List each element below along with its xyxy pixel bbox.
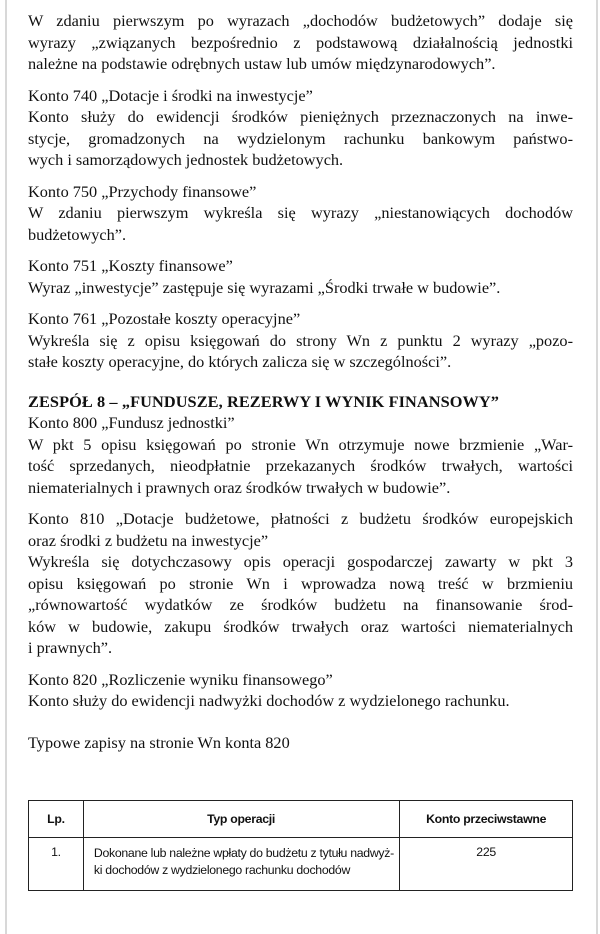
konto-750-title: Konto 750 „Przychody finansowe” (28, 181, 257, 201)
header-lp: Lp. (29, 801, 84, 838)
page-edge-right (596, 0, 598, 934)
header-konto-przeciwstawne: Konto przeciwstawne (400, 801, 573, 838)
konto-761-section (28, 308, 573, 373)
operations-table (28, 800, 573, 891)
konto-810-title-cont: oraz środki z budżetu na inwestycje” (28, 530, 269, 550)
text-line: Konto służy do ewidencji środków pieniężnych przeznaczonych na inwe- (28, 107, 573, 126)
text-line: wych i samorządowych jednostek budżetowych. (28, 150, 344, 169)
cell-text-line: ki dochodów z wydzielonego rachunku dochodów (93, 863, 351, 877)
intro-paragraph (28, 10, 573, 75)
text-line: wyrazy „związanych bezpośrednio z podstawową działalnością jednostki (28, 32, 573, 52)
text-line: „równowartość wydatków ze środków budżetu na finansowanie środ- (28, 595, 573, 614)
cell-lp: 1. (29, 838, 84, 891)
konto-820-title: Konto 820 „Rozliczenie wyniku finansowego” (28, 669, 333, 689)
text-line: Wyraz „inwestycje” zastępuje się wyrazami „Środki trwałe w budowie”. (28, 277, 501, 297)
text-line: niematerialnych i prawnych oraz środków trwałych w budowie”. (28, 477, 451, 497)
cell-konto: 225 (400, 838, 573, 891)
text-line: stycje, gromadzonych na wydzielonym rachunku bankowym państwo- (28, 128, 573, 148)
section-heading: ZESPÓŁ 8 – „FUNDUSZE, REZERWY I WYNIK FINANSOWY” (28, 391, 500, 411)
text-line: opisu księgowań po stronie Wn i wprowadza nową treść w brzmieniu (28, 573, 573, 593)
cell-text-line: Dokonane lub należne wpłaty do budżetu z tytułu nadwyż- (93, 846, 394, 860)
konto-751-title: Konto 751 „Koszty finansowe” (28, 256, 233, 275)
text-line: Konto służy do ewidencji nadwyżki dochodów z wydzielonego rachunku. (28, 691, 510, 710)
konto-761-title: Konto 761 „Pozostałe koszty operacyjne” (28, 309, 301, 328)
text-line: stałe koszty operacyjne, do których zalicza się w szczególności”. (28, 352, 452, 371)
text-line: i prawnych”. (28, 638, 113, 657)
text-line: tość sprzedanych, nieodpłatnie przekazanych środków trwałych, wartości (28, 456, 573, 475)
konto-740-title: Konto 740 „Dotacje i środki na inwestycje” (28, 85, 313, 105)
table-header-row (29, 801, 573, 838)
table-caption (28, 732, 573, 754)
text-line: W zdaniu pierwszym po wyrazach „dochodów budżetowych” dodaje się (28, 11, 573, 30)
text-line: należne na podstawie odrębnych ustaw lub umów międzynarodowych”. (28, 54, 496, 73)
konto-810-title: Konto 810 „Dotacje budżetowe, płatności z budżetu środków europejskich (28, 509, 573, 528)
text-line: Wykreśla się z opisu księgowań do strony Wn z punktu 2 wyrazy „pozo- (28, 330, 573, 350)
konto-800-title: Konto 800 „Fundusz jednostki” (28, 413, 235, 432)
text-line: W pkt 5 opisu księgowań po stronie Wn otrzymuje nowe brzmienie „War- (28, 434, 573, 454)
zespol-8-section (28, 391, 573, 499)
konto-751-section (28, 255, 573, 298)
konto-750-section (28, 181, 573, 246)
konto-740-section (28, 85, 573, 171)
header-typ-operacji: Typ operacji (83, 801, 399, 838)
table-caption-text: Typowe zapisy na stronie Wn konta 820 (28, 732, 290, 752)
konto-810-section (28, 508, 573, 659)
text-line: W zdaniu pierwszym wykreśla się wyrazy „niestanowiących dochodów (28, 203, 573, 222)
text-line: ków w budowie, zakupu środków trwałych oraz wartości niematerialnych (28, 616, 573, 636)
cell-typ-operacji (83, 838, 399, 891)
konto-820-section (28, 669, 573, 712)
page-edge-left (5, 0, 7, 934)
document-body (28, 10, 573, 753)
text-line: budżetowych”. (28, 224, 127, 244)
text-line: Wykreśla się dotychczasowy opis operacji gospodarczej zawarty w pkt 3 (28, 552, 573, 571)
table-row (29, 838, 573, 891)
